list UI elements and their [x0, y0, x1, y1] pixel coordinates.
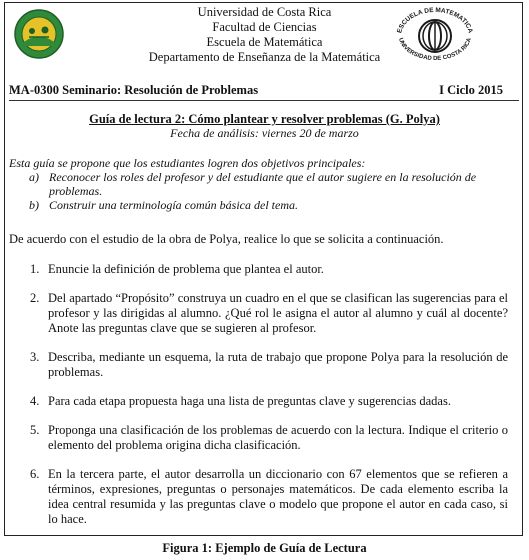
objective-text: Construir una terminología común básica del tema. — [49, 198, 298, 212]
task-number: 2. — [30, 291, 40, 305]
svg-text:ESCUELA DE MATEMATICA: ESCUELA DE MATEMATICA — [396, 6, 474, 34]
task-number: 1. — [30, 262, 40, 276]
task-item — [30, 423, 508, 453]
guide-date: Fecha de análisis: viernes 20 de marzo — [170, 126, 359, 140]
task-text: En la tercera parte, el autor desarrolla un diccionario con 67 elementos que se refieren a términos, expresiones, preguntas o personajes matemáticos. De cada elemento escriba la idea central resumida y las preguntas clave o modelo que propone el autor en cada caso, si lo hace. — [48, 467, 508, 526]
task-list — [30, 262, 508, 541]
department-name: Departamento de Enseñanza de la Matemática — [148, 50, 381, 64]
task-text: Para cada etapa propuesta haga una lista de preguntas clave y sugerencias dadas. — [48, 394, 451, 408]
objective-letter: b) — [29, 198, 39, 212]
figure-caption: Figura 1: Ejemplo de Guía de Lectura — [162, 541, 367, 555]
objectives-intro: Esta guía se propone que los estudiantes logren dos objetivos principales: — [9, 156, 366, 170]
objectives-section — [9, 156, 514, 212]
task-number: 4. — [30, 394, 40, 408]
task-number: 3. — [30, 350, 40, 364]
course-line — [9, 83, 503, 98]
objective-text: Reconocer los roles del profesor y del estudiante que el autor sugiere en la resolución de problemas. — [49, 170, 477, 198]
svg-text:UNIVERSIDAD DE COSTA RICA: UNIVERSIDAD DE COSTA RICA — [397, 37, 473, 62]
objective-item — [29, 170, 514, 198]
university-name: Universidad de Costa Rica — [197, 5, 332, 19]
faculty-name: Facultad de Ciencias — [212, 20, 317, 34]
task-item — [30, 262, 508, 277]
institution-header — [0, 5, 529, 65]
task-item — [30, 394, 508, 409]
task-text: Del apartado “Propósito” construya un cuadro en el que se clasifican las sugerencias para el profesor y las dirigidas al alumno. ¿Qué rol le asigna el autor al alumno y cuál al docente? Anote las preguntas clave que se sugieren al profesor. — [48, 291, 508, 335]
task-number: 6. — [30, 467, 40, 481]
task-text: Proponga una clasificación de los problemas de acuerdo con la lectura. Indique el criterio o elemento del problema origina dicha clasificación. — [48, 423, 508, 452]
task-item — [30, 467, 508, 527]
task-item — [30, 291, 508, 336]
instruction-text: De acuerdo con el estudio de la obra de Polya, realice lo que se solicita a continuación. — [9, 232, 444, 246]
objective-letter: a) — [29, 170, 39, 184]
task-text: Enuncie la definición de problema que plantea el autor. — [48, 262, 324, 276]
guide-title: Guía de lectura 2: Cómo plantear y resolver problemas (G. Polya) — [89, 112, 440, 126]
course-title: MA-0300 Seminario: Resolución de Problemas — [9, 83, 259, 97]
objective-item — [29, 198, 514, 212]
task-text: Describa, mediante un esquema, la ruta de trabajo que propone Polya para la resolución de problemas. — [48, 350, 508, 379]
task-item — [30, 350, 508, 380]
course-term: I Ciclo 2015 — [439, 83, 503, 97]
task-number: 5. — [30, 423, 40, 437]
header-divider — [9, 100, 519, 101]
school-name: Escuela de Matemática — [206, 35, 323, 49]
